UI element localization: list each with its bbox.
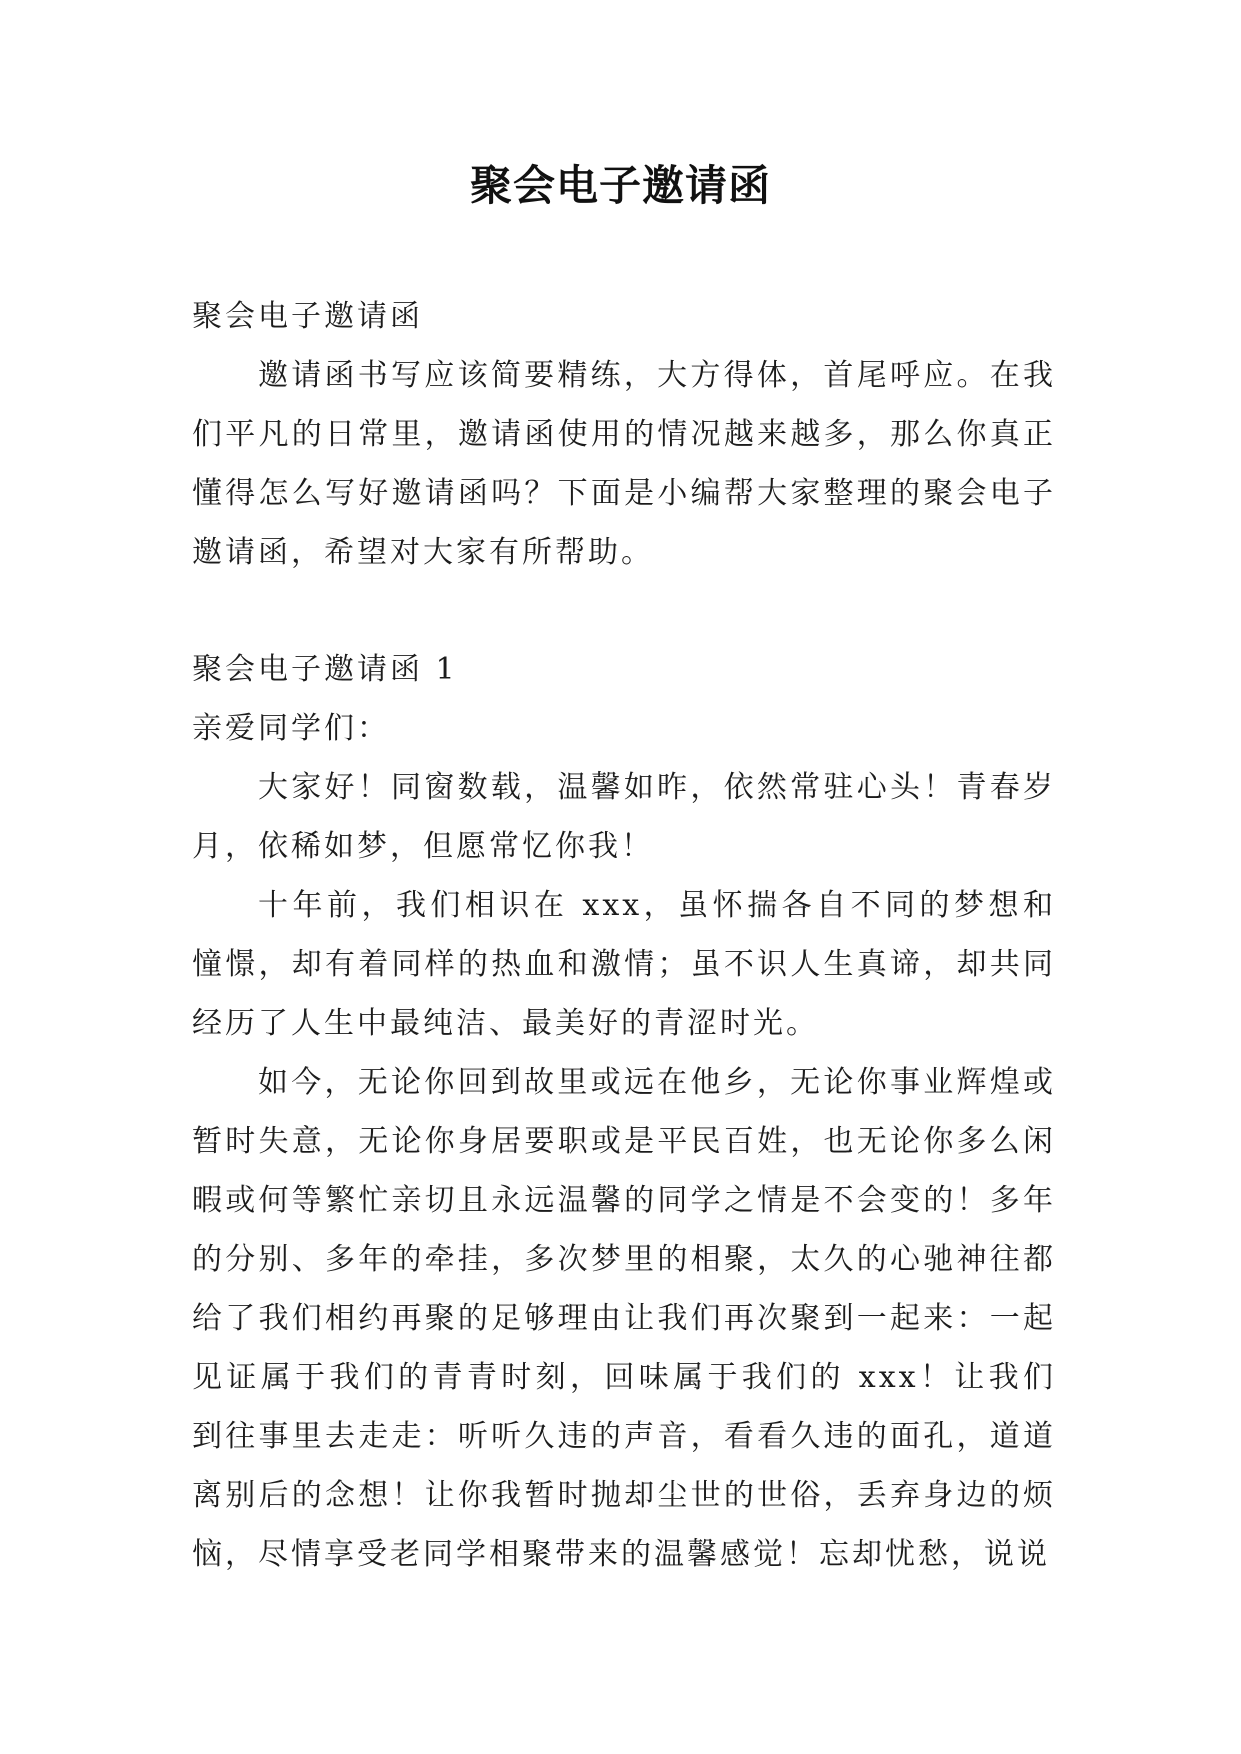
body-paragraph-3: 如今，无论你回到故里或远在他乡，无论你事业辉煌或暂时失意，无论你身居要职或是平民百姓，也无论你多么闲暇或何等繁忙亲切且永远温馨的同学之情是不会变的！多年的分别、多年的牵挂，多次梦里的相聚，太久的心驰神往都给了我们相约再聚的足够理由让我们再次聚到一起来：一起见证属于我们的青青时刻，回味属于我们的 xxx！让我们到往事里去走走：听听久违的声音，看看久违的面孔，道道离别后的念想！让你我暂时抛却尘世的世俗，丢弃身边的烦恼，尽情享受老同学相聚带来的温馨感觉！忘却忧愁，说说 (192, 1065, 1056, 1572)
invitation-section (192, 640, 1056, 1584)
intro-section (192, 287, 1056, 582)
section-heading: 聚会电子邀请函 1 (192, 652, 458, 687)
document-title: 聚会电子邀请函 (469, 161, 771, 210)
body-paragraph-2: 十年前，我们相识在 xxx，虽怀揣各自不同的梦想和憧憬，却有着同样的热血和激情；虽不识人生真谛，却共同经历了人生中最纯洁、最美好的青涩时光。 (192, 888, 1056, 1041)
body-paragraph-1: 大家好！同窗数载，温馨如昨，依然常驻心头！青春岁月，依稀如梦，但愿常忆你我！ (192, 770, 1056, 864)
intro-heading: 聚会电子邀请函 (192, 299, 423, 334)
intro-paragraph: 邀请函书写应该简要精练，大方得体，首尾呼应。在我们平凡的日常里，邀请函使用的情况越来越多，那么你真正懂得怎么写好邀请函吗？下面是小编帮大家整理的聚会电子邀请函，希望对大家有所帮助。 (192, 358, 1056, 570)
salutation: 亲爱同学们： (192, 711, 390, 746)
